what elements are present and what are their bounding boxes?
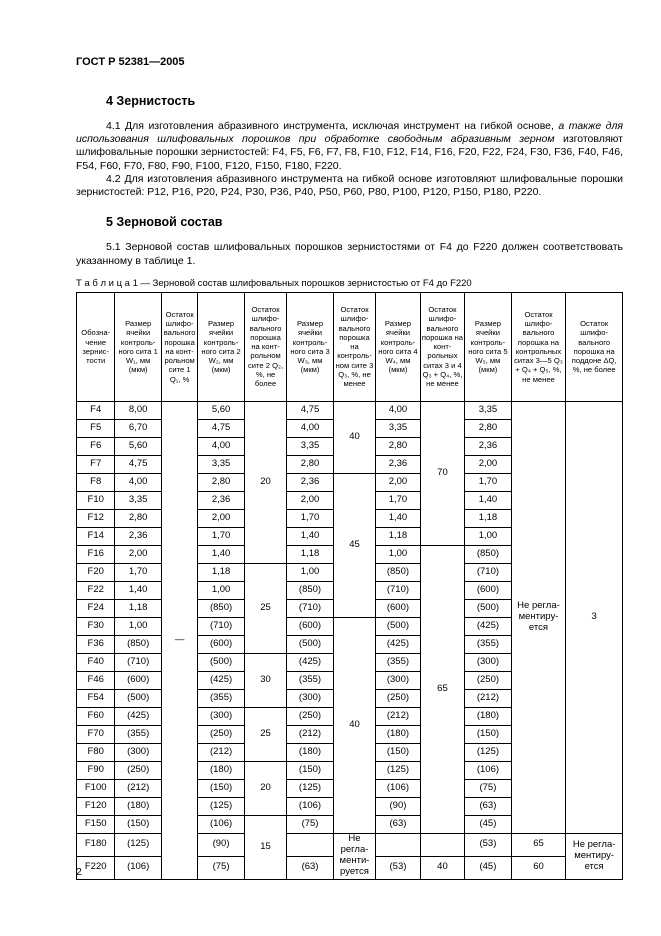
grit-designation-cell: F180 [77,833,115,856]
table-cell: (90) [198,833,245,856]
table-cell: (180) [287,743,334,761]
table-cell: 2,80 [115,509,162,527]
table-cell: — [161,401,197,879]
table-cell: 1,40 [287,527,334,545]
table-cell: (500) [198,653,245,671]
column-header: Остаток шлифовального порошка на контрольном сите 2 Q₂, %, не более [244,292,286,401]
column-header: Размер ячейки контрольного сита 4 W₄, мм (мкм) [376,292,420,401]
grit-designation-cell: F30 [77,617,115,635]
table-cell: 2,00 [287,491,334,509]
table-header-row [77,292,623,401]
section-4-heading: 4 Зернистость [106,94,196,108]
table-cell: 20 [244,401,286,563]
table-cell: 1,18 [287,545,334,563]
paragraph-4-1 [76,120,623,173]
table-row [77,401,623,419]
table-cell: (90) [376,797,420,815]
table-cell: 4,75 [115,455,162,473]
table-cell: 1,40 [115,581,162,599]
table-cell: (300) [465,653,512,671]
grit-designation-cell: F54 [77,689,115,707]
table-cell: (355) [376,653,420,671]
table-cell: (125) [376,761,420,779]
grain-size-table [76,292,623,880]
grit-designation-cell: F100 [77,779,115,797]
table-cell: 5,60 [198,401,245,419]
table-cell: 2,36 [376,455,420,473]
table-cell: (212) [287,725,334,743]
table-cell: 15 [244,815,286,879]
table-cell: 65 [420,545,464,833]
table-cell: 65 [511,833,566,856]
table-cell: (355) [465,635,512,653]
table-cell: 1,40 [376,509,420,527]
table-cell: 1,70 [115,563,162,581]
table-cell: 45 [333,473,375,617]
grit-designation-cell: F14 [77,527,115,545]
table-cell: (180) [198,761,245,779]
doc-number: ГОСТ Р 52381—2005 [76,56,185,68]
table-cell: 25 [244,707,286,761]
table-cell: (300) [198,707,245,725]
table-cell: 4,00 [376,401,420,419]
table-cell: (150) [376,743,420,761]
table-cell: 2,00 [198,509,245,527]
table-cell: 4,75 [198,419,245,437]
table-cell: 5,60 [115,437,162,455]
grit-designation-cell: F36 [77,635,115,653]
table-cell: (106) [376,779,420,797]
table-cell: Не регламентируется [566,833,623,879]
table-cell: (125) [198,797,245,815]
table-cell: 1,70 [198,527,245,545]
grit-designation-cell: F10 [77,491,115,509]
table-cell [376,833,420,856]
grit-designation-cell: F16 [77,545,115,563]
table-cell: Не регламентируется [333,833,375,879]
paragraph-4-1-grit-list: изготовляют шлифовальные порошки зернистостей: F4, F5, F6, F7, F8, F10, F12, F14, F16, F20, F22, F24, F30, F36, F40, F46, F54, F60, F70, F80, F90, F100, F120, F150, F180, F220. [76,133,623,172]
table-cell: (63) [287,856,334,879]
table-cell: 3 [566,401,623,833]
table-cell: (75) [287,815,334,833]
table-cell: (125) [115,833,162,856]
table-cell: (500) [465,599,512,617]
table-cell: 1,00 [376,545,420,563]
grit-designation-cell: F46 [77,671,115,689]
table-cell: 4,75 [287,401,334,419]
table-cell: (300) [115,743,162,761]
grit-designation-cell: F120 [77,797,115,815]
table-cell: 1,00 [198,581,245,599]
table-cell: (63) [376,815,420,833]
table-cell: (850) [198,599,245,617]
table-cell: (250) [465,671,512,689]
grit-designation-cell: F150 [77,815,115,833]
grit-designation-cell: F40 [77,653,115,671]
paragraph-4-1-text: 4.1 Для изготовления абразивного инструмента, исключая инструмент на гибкой основе, [106,120,559,132]
table-cell: 1,18 [376,527,420,545]
table-cell: (425) [198,671,245,689]
table-cell: 4,00 [115,473,162,491]
table-cell: 4,00 [198,437,245,455]
column-header: Размер ячейки контрольного сита 2 W₂, мм (мкм) [198,292,245,401]
table-cell: 1,40 [465,491,512,509]
table-cell: (300) [287,689,334,707]
column-header: Остаток шлифовального порошка на контрольном сите 3 Q₃, %, не менее [333,292,375,401]
table-cell: (850) [115,635,162,653]
table-cell: 2,36 [198,491,245,509]
grit-designation-cell: F5 [77,419,115,437]
table-cell: (45) [465,856,512,879]
table-cell: (150) [287,761,334,779]
table-cell: (106) [287,797,334,815]
table-cell: (710) [198,617,245,635]
table-cell: (212) [376,707,420,725]
table-cell: 1,70 [465,473,512,491]
table-cell: 1,40 [198,545,245,563]
table-row [77,833,623,856]
table-cell: 8,00 [115,401,162,419]
table-cell: (710) [287,599,334,617]
table-cell: 1,18 [198,563,245,581]
table-cell: (710) [115,653,162,671]
column-header: Размер ячейки контрольного сита 3 W₃, мм (мкм) [287,292,334,401]
table-cell: (355) [198,689,245,707]
table-cell: (250) [198,725,245,743]
grit-designation-cell: F20 [77,563,115,581]
table-cell: 40 [420,856,464,879]
table-cell: 2,80 [465,419,512,437]
table-cell: 2,00 [465,455,512,473]
grit-designation-cell: F90 [77,761,115,779]
table-cell: (425) [465,617,512,635]
column-header: Остаток шлифовального порошка на контрольном сите 1 Q₁, % [161,292,197,401]
table-cell: 2,36 [465,437,512,455]
table-caption: Т а б л и ц а 1 — Зерновой состав шлифовальных порошков зернистостью от F4 до F220 [76,277,472,289]
table-cell: 40 [333,617,375,833]
table-cell: 3,35 [287,437,334,455]
table-cell: (212) [465,689,512,707]
table-cell: (850) [287,581,334,599]
table-cell: 3,35 [115,491,162,509]
grit-designation-cell: F220 [77,856,115,879]
grit-designation-cell: F22 [77,581,115,599]
column-header: Обозначение зернистости [77,292,115,401]
paragraph-4-2: 4.2 Для изготовления абразивного инструмента на гибкой основе изготовляют шлифовальные порошки зернистостей: P12, P16, P20, P24, P30, P36, P40, P50, P60, P80, P100, P120, P150, P180, P220. [76,172,623,199]
grit-designation-cell: F24 [77,599,115,617]
table-cell: 2,36 [287,473,334,491]
table-cell: 2,00 [115,545,162,563]
table-cell: 6,70 [115,419,162,437]
table-cell: 1,70 [287,509,334,527]
table-cell: (150) [465,725,512,743]
table-cell: (75) [198,856,245,879]
table-cell: (500) [287,635,334,653]
table-cell: 3,35 [198,455,245,473]
table-cell: (600) [465,581,512,599]
table-cell: (600) [115,671,162,689]
table-cell: (425) [376,635,420,653]
table-cell: (850) [376,563,420,581]
table-cell: (355) [287,671,334,689]
table-cell: (75) [465,779,512,797]
table-cell: (125) [287,779,334,797]
table-cell [287,833,334,856]
grit-designation-cell: F70 [77,725,115,743]
table-cell: 4,00 [287,419,334,437]
table-cell: (850) [465,545,512,563]
table-cell: 1,00 [115,617,162,635]
table-cell: 20 [244,761,286,815]
table-cell: (53) [465,833,512,856]
table-cell: 1,00 [465,527,512,545]
table-cell: Не регламентируется [511,401,566,833]
table-cell: (355) [115,725,162,743]
table-cell: (600) [198,635,245,653]
table-cell: 60 [511,856,566,879]
table-cell: (212) [198,743,245,761]
column-header: Размер ячейки контрольного сита 5 W₅, мм (мкм) [465,292,512,401]
table-cell: (180) [465,707,512,725]
column-header: Размер ячейки контрольного сита 1 W₁, мм (мкм) [115,292,162,401]
table-cell: (125) [465,743,512,761]
table-cell: 1,70 [376,491,420,509]
table-cell: (710) [376,581,420,599]
column-header: Остаток шлифовального порошка на контрольных ситах 3 и 4 Q₃ + Q₄, %, не менее [420,292,464,401]
table-cell: (500) [115,689,162,707]
table-cell: 2,80 [198,473,245,491]
column-header: Остаток шлифовального порошка на поддоне ΔQ, %, не более [566,292,623,401]
table-cell: (106) [465,761,512,779]
grit-designation-cell: F4 [77,401,115,419]
table-cell: (53) [376,856,420,879]
table-cell: (106) [115,856,162,879]
table-cell: (250) [115,761,162,779]
paragraph-5-1: 5.1 Зерновой состав шлифовальных порошков зернистостями от F4 до F220 должен соответствовать указанному в таблице 1. [76,241,623,267]
table-cell: (600) [287,617,334,635]
table-cell: (180) [115,797,162,815]
table-cell: 1,00 [287,563,334,581]
table-cell: 2,00 [376,473,420,491]
table-cell: (150) [115,815,162,833]
grit-designation-cell: F8 [77,473,115,491]
table-cell: (425) [287,653,334,671]
table-cell [420,833,464,856]
table-cell: (710) [465,563,512,581]
table-cell: (500) [376,617,420,635]
table-cell: (250) [287,707,334,725]
table-cell: (425) [115,707,162,725]
table-cell: (250) [376,689,420,707]
table-cell: (45) [465,815,512,833]
table-cell: 40 [333,401,375,473]
table-cell: (212) [115,779,162,797]
section-5-heading: 5 Зерновой состав [106,215,223,230]
table-cell: (180) [376,725,420,743]
table-cell: 2,80 [287,455,334,473]
grit-designation-cell: F12 [77,509,115,527]
grit-designation-cell: F80 [77,743,115,761]
page-number: 2 [76,866,82,878]
grit-designation-cell: F60 [77,707,115,725]
table-cell: 1,18 [115,599,162,617]
table-cell: (106) [198,815,245,833]
table-cell: 2,36 [115,527,162,545]
column-header: Остаток шлифовального порошка на контрольных ситах 3—5 Q₃ + Q₄ + Q₅, %, не менее [511,292,566,401]
grit-designation-cell: F7 [77,455,115,473]
table-cell: (63) [465,797,512,815]
table-cell: 3,35 [376,419,420,437]
table-cell: 25 [244,563,286,653]
table-cell: 30 [244,653,286,707]
table-cell: (300) [376,671,420,689]
table-cell: 2,80 [376,437,420,455]
table-cell: 1,18 [465,509,512,527]
table-cell: (150) [198,779,245,797]
table-cell: (600) [376,599,420,617]
paragraph-4-1-italic-text: а также для использования шлифовальных порошков при обработке свободным абразивным зерном [76,120,623,146]
table-cell: 3,35 [465,401,512,419]
table-cell: 70 [420,401,464,545]
grit-designation-cell: F6 [77,437,115,455]
